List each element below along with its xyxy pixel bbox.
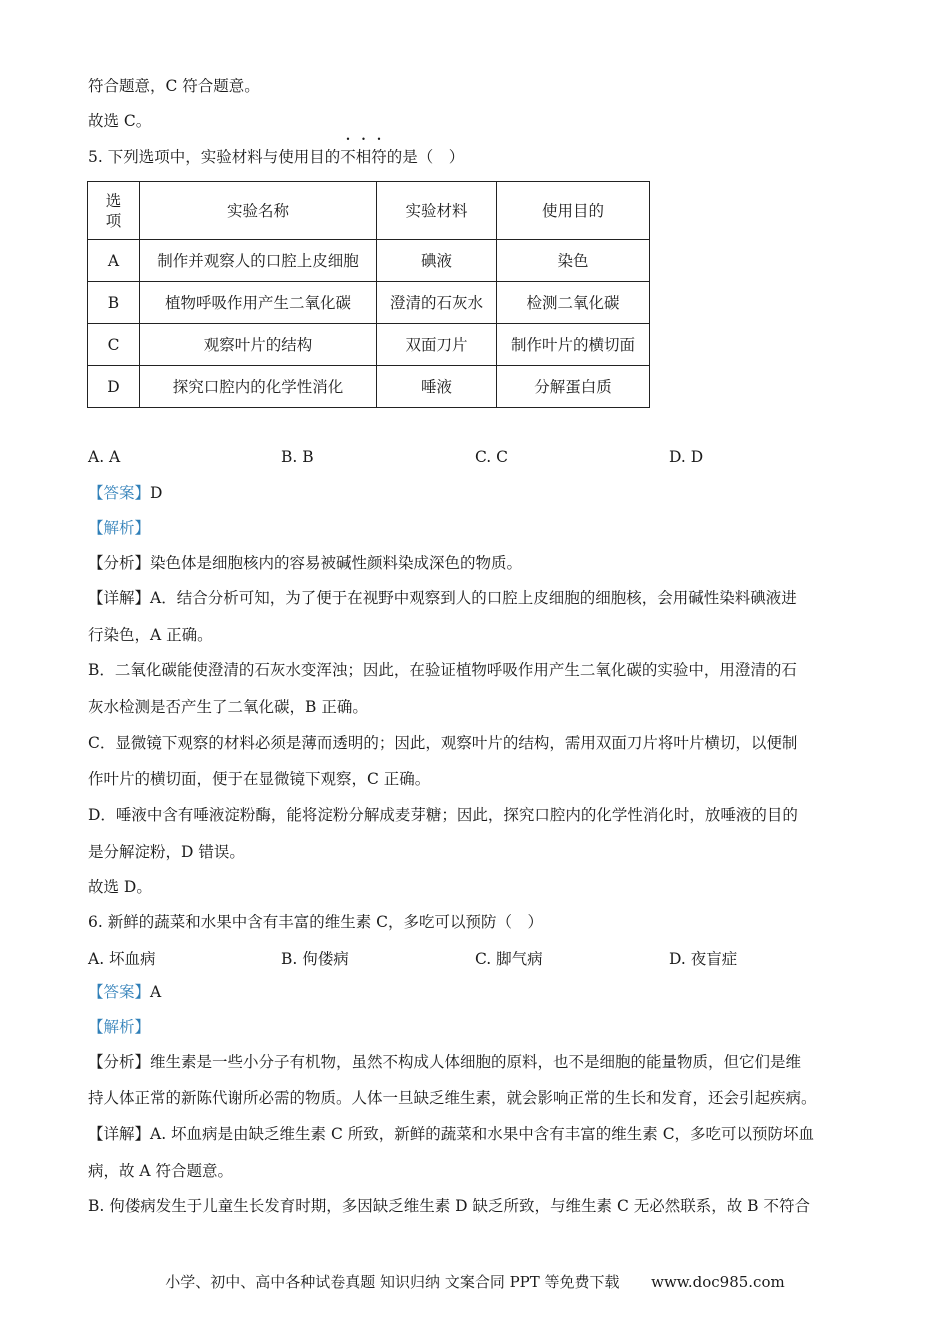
explanation-line: 【详解】A. 坏血病是由缺乏维生素 C 所致，新鲜的蔬菜和水果中含有丰富的维生素 C，多吃可以预防坏血 [88,1125,815,1143]
text-line: 符合题意，C 符合题意。 [88,77,260,95]
table-row [88,240,650,282]
answer-line [88,483,864,503]
explanation-line: 持人体正常的新陈代谢所必需的物质。人体一旦缺乏维生素，就会影响正常的生长和发育，还会引起疾病。 [88,1089,817,1107]
explanation-line: 是分解淀粉，D 错误。 [88,843,245,861]
page-footer [0,1271,950,1292]
option: A. 坏血病 [88,950,156,968]
explanation-line: 故选 D。 [88,878,152,896]
table-cell: 探究口腔内的化学性消化 [140,366,377,408]
option: D. D [669,448,704,466]
emphasis-char: 相 [355,148,372,166]
explanation-line: D．唾液中含有唾液淀粉酶，能将淀粉分解成麦芽糖；因此，探究口腔内的化学性消化时，放唾液的目的 [88,806,798,824]
table-cell: 制作叶片的横切面 [497,324,650,366]
table-cell: 分解蛋白质 [497,366,650,408]
table-cell: B [88,282,140,324]
table-cell: 制作并观察人的口腔上皮细胞 [140,240,377,282]
table-row [88,324,650,366]
emphasis-char: 符 [371,148,387,166]
explanation-line: 作叶片的横切面，便于在显微镜下观察，C 正确。 [88,770,431,788]
table-row [88,366,650,408]
option: A. A [88,448,121,466]
table-cell: 检测二氧化碳 [497,282,650,324]
table-cell: A [88,240,140,282]
explanation-line: 病，故 A 符合题意。 [88,1162,234,1180]
question-5-options [88,448,888,468]
table-cell: 澄清的石灰水 [377,282,497,324]
explanation-line: B. 佝偻病发生于儿童生长发育时期，多因缺乏维生素 D 缺乏所致，与维生素 C 无必然联系，故 B 不符合 [88,1197,810,1215]
table-cell: 观察叶片的结构 [140,324,377,366]
answer-line [88,982,864,1002]
option: B. 佝偻病 [281,950,349,968]
analysis-tag: 【解析】 [88,1018,151,1036]
footer-url[interactable]: www.doc985.com [651,1273,785,1291]
experiment-table [87,181,650,408]
explanation-line: C．显微镜下观察的材料必须是薄而透明的；因此，观察叶片的结构，需用双面刀片将叶片横切，以便制 [88,734,798,752]
question-6-options [88,947,888,967]
explanation-line: 行染色，A 正确。 [88,626,213,644]
table-row [88,282,650,324]
table-header-row [88,182,650,240]
explanation-line: 【详解】A．结合分析可知，为了便于在视野中观察到人的口腔上皮细胞的细胞核，会用碱性染料碘液进 [88,589,797,607]
table-cell: C [88,324,140,366]
analysis-tag: 【解析】 [88,519,151,537]
header-cell: 使用目的 [497,182,650,240]
answer-tag: 【答案】 [88,983,151,1001]
footer-text: 小学、初中、高中各种试卷真题 知识归纳 文案合同 PPT 等免费下载 [165,1273,620,1291]
answer-value: D [150,484,163,502]
emphasis-char: 不 [340,148,356,166]
option: D. 夜盲症 [669,950,738,968]
question-6-stem: 6. 新鲜的蔬菜和水果中含有丰富的维生素 C，多吃可以预防（ ） [88,913,544,931]
explanation-line: B．二氧化碳能使澄清的石灰水变浑浊；因此，在验证植物呼吸作用产生二氧化碳的实验中，用澄清的石 [88,661,797,679]
answer-tag: 【答案】 [88,484,151,502]
header-cell: 实验名称 [140,182,377,240]
explanation-line: 灰水检测是否产生了二氧化碳，B 正确。 [88,698,368,716]
text-line: 故选 C。 [88,112,152,130]
answer-value: A [150,983,162,1001]
table-cell: D [88,366,140,408]
table-cell: 碘液 [377,240,497,282]
question-5-stem: 5. 下列选项中，实验材料与使用目的不相符的是（ ） [88,148,465,166]
explanation-line: 【分析】染色体是细胞核内的容易被碱性颜料染成深色的物质。 [88,554,523,572]
option: C. 脚气病 [475,950,543,968]
header-cell: 实验材料 [377,182,497,240]
table-cell: 染色 [497,240,650,282]
table-cell: 唾液 [377,366,497,408]
option: B. B [281,448,314,466]
explanation-line: 【分析】维生素是一些小分子有机物，虽然不构成人体细胞的原料，也不是细胞的能量物质，但它们是维 [88,1053,802,1071]
table-cell: 双面刀片 [377,324,497,366]
option: C. C [475,448,509,466]
table-cell: 植物呼吸作用产生二氧化碳 [140,282,377,324]
header-cell: 选项 [88,182,140,240]
